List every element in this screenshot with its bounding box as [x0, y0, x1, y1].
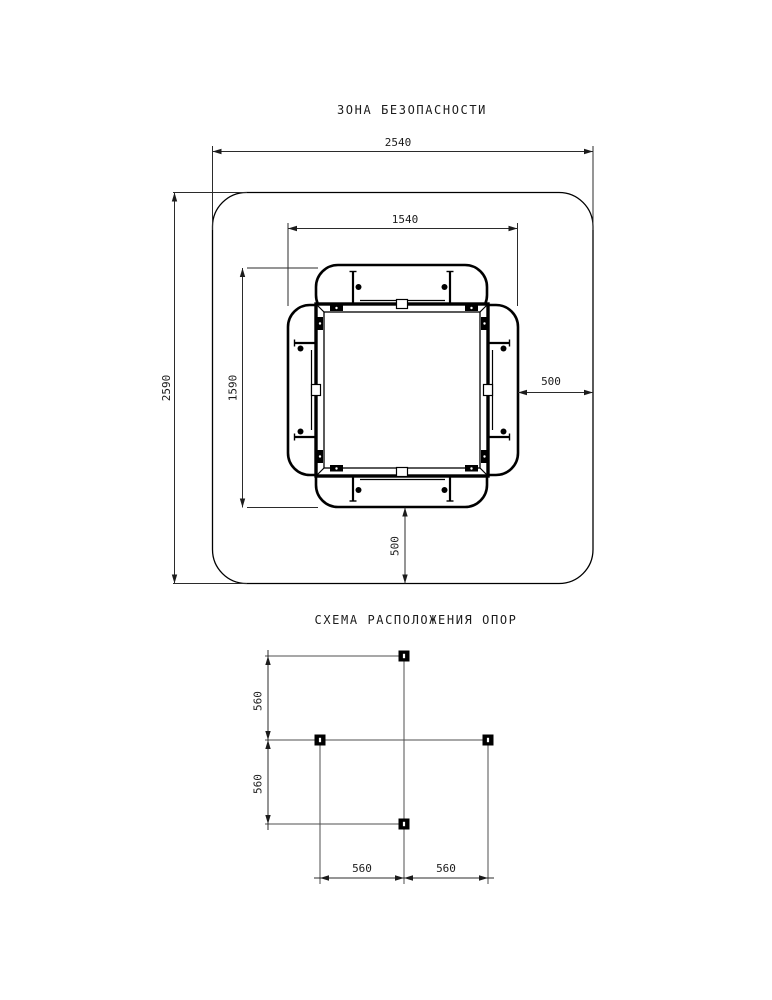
dim-arrow-up [265, 740, 270, 749]
dim-arrow-right [479, 875, 488, 880]
dim-arrow-down [265, 815, 270, 824]
post-dot [442, 487, 448, 493]
dim-arrow-up [172, 193, 177, 202]
dim-equipment-height-value: 1590 [226, 374, 240, 402]
dim-support-horizontal-left-value: 560 [352, 862, 372, 875]
dim-support-horizontal-right-value: 560 [436, 862, 456, 875]
post-dot [356, 284, 362, 290]
dim-clearance-right [518, 375, 593, 395]
dim-arrow-left [404, 875, 413, 880]
dim-support-vertical [252, 650, 271, 830]
construction-lines [265, 651, 489, 884]
dim-arrow-down [402, 575, 407, 584]
dim-arrow-left [518, 390, 527, 395]
dim-arrow-down [172, 575, 177, 584]
post-dot [356, 487, 362, 493]
dim-arrow-left [213, 149, 222, 154]
dim-clearance-bottom-value: 500 [388, 536, 402, 556]
dim-arrow-up [265, 656, 270, 665]
dim-arrow-up [402, 508, 407, 517]
post-dot [298, 429, 304, 435]
dim-arrow-down [240, 499, 245, 508]
dim-arrow-right [584, 149, 593, 154]
dim-zone-height-value: 2590 [160, 374, 173, 402]
supports-title: СХЕМА РАСПОЛОЖЕНИЯ ОПОР [314, 613, 518, 627]
dim-support-vertical-lower-value: 560 [251, 774, 265, 794]
post-dot [501, 429, 507, 435]
safety-zone-title: ЗОНА БЕЗОПАСНОСТИ [336, 103, 488, 117]
dim-arrow-left [288, 226, 297, 231]
post-dot [298, 346, 304, 352]
dim-arrow-right [395, 875, 404, 880]
dim-arrow-up [240, 268, 245, 277]
post-dot [442, 284, 448, 290]
dim-equipment-width-value: 1540 [391, 213, 419, 226]
post-dot [501, 346, 507, 352]
dim-support-vertical-upper-value: 560 [251, 691, 265, 711]
dim-zone-width-value: 2540 [384, 136, 412, 149]
dim-clearance-bottom [389, 508, 408, 584]
dim-arrow-right [584, 390, 593, 395]
dim-arrow-down [265, 731, 270, 740]
dim-arrow-right [509, 226, 518, 231]
equipment-top-view [288, 265, 518, 507]
dim-arrow-left [320, 875, 329, 880]
equipment-frame-outer [316, 304, 488, 476]
dim-clearance-right-value: 500 [541, 375, 561, 388]
supports-diagram [252, 613, 518, 884]
safety-zone-diagram [160, 103, 593, 584]
